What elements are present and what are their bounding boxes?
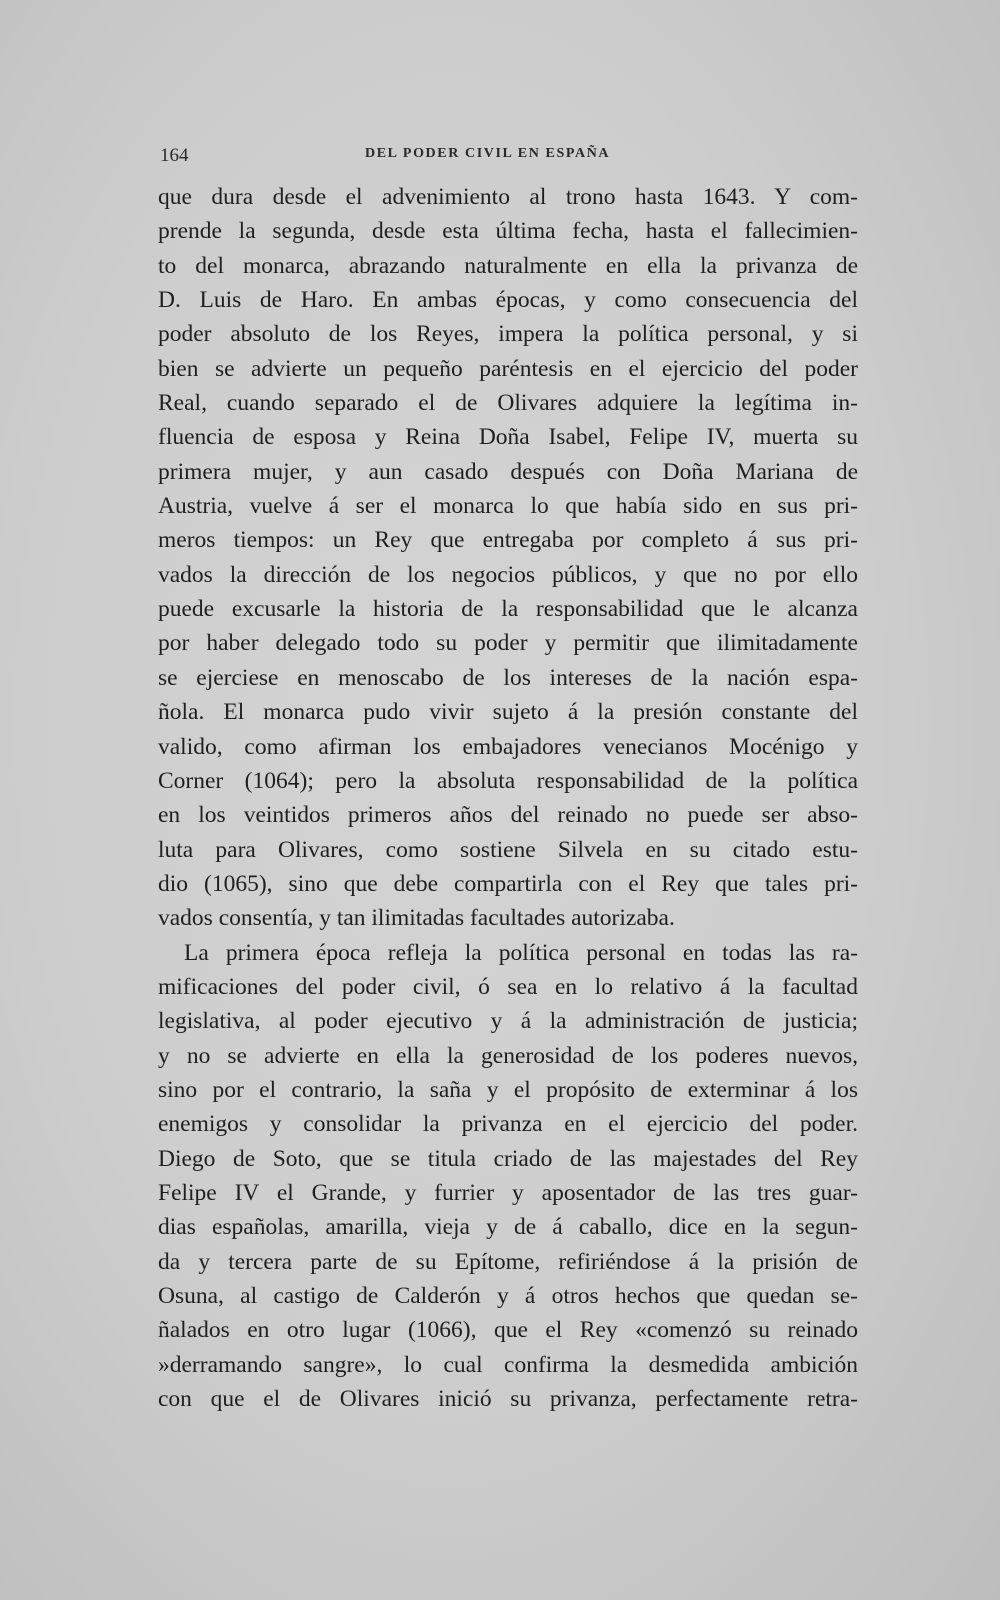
text-line: y no se advierte en ella la generosidad de los poderes nuevos, xyxy=(158,1042,858,1069)
text-line: luta para Olivares, como sostiene Silvela en su citado estu- xyxy=(158,836,858,863)
text-line: Austria, vuelve á ser el monarca lo que había sido en sus pri- xyxy=(158,493,858,520)
text-line: por haber delegado todo su poder y permitir que ilimitadamente xyxy=(158,630,858,657)
text-line: vados la dirección de los negocios públicos, y que no por ello xyxy=(158,561,858,588)
text-line: prende la segunda, desde esta última fecha, hasta el fallecimien- xyxy=(158,218,858,245)
page-number: 164 xyxy=(160,145,189,166)
text-line: en los veintidos primeros años del reinado no puede ser abso- xyxy=(158,802,858,829)
text-line: Corner (1064); pero la absoluta responsabilidad de la política xyxy=(158,767,858,794)
text-line: ñalados en otro lugar (1066), que el Rey «comenzó su reinado xyxy=(158,1317,858,1344)
text-line: con que el de Olivares inició su privanza, perfectamente retra- xyxy=(158,1386,858,1413)
text-line: da y tercera parte de su Epítome, refiriéndose á la prisión de xyxy=(158,1248,858,1275)
text-line: meros tiempos: un Rey que entregaba por completo á sus pri- xyxy=(158,527,858,554)
page-header xyxy=(160,145,625,169)
text-line: vados consentía, y tan ilimitadas facultades autorizaba. xyxy=(158,905,675,932)
text-line: dio (1065), sino que debe compartirla con el Rey que tales pri- xyxy=(158,870,858,897)
text-line: puede excusarle la historia de la responsabilidad que le alcanza xyxy=(158,596,858,623)
text-line: legislativa, al poder ejecutivo y á la administración de justicia; xyxy=(158,1008,858,1035)
text-line: D. Luis de Haro. En ambas épocas, y como consecuencia del xyxy=(158,287,858,314)
text-line: fluencia de esposa y Reina Doña Isabel, Felipe IV, muerta su xyxy=(158,424,858,451)
text-line: Osuna, al castigo de Calderón y á otros hechos que quedan se- xyxy=(158,1283,858,1309)
text-line: »derramando sangre», lo cual confirma la desmedida ambición xyxy=(158,1351,858,1378)
text-line: ñola. El monarca pudo vivir sujeto á la presión constante del xyxy=(158,699,858,726)
text-line: que dura desde el advenimiento al trono hasta 1643. Y com- xyxy=(158,184,858,210)
text-line: dias españolas, amarilla, vieja y de á caballo, dice en la segun- xyxy=(158,1214,858,1241)
text-line: enemigos y consolidar la privanza en el ejercicio del poder. xyxy=(158,1111,858,1138)
text-line: Felipe IV el Grande, y furrier y aposentador de las tres guar- xyxy=(158,1179,858,1206)
text-line: bien se advierte un pequeño paréntesis en el ejercicio del poder xyxy=(158,355,858,382)
text-line: primera mujer, y aun casado después con Doña Mariana de xyxy=(158,458,858,485)
text-line: poder absoluto de los Reyes, impera la política personal, y si xyxy=(158,321,858,348)
text-line: Real, cuando separado el de Olivares adquiere la legítima in- xyxy=(158,390,858,417)
text-line: Diego de Soto, que se titula criado de las majestades del Rey xyxy=(158,1145,858,1172)
text-line: to del monarca, abrazando naturalmente en ella la privanza de xyxy=(158,252,858,279)
text-line: se ejerciese en menoscabo de los intereses de la nación espa- xyxy=(158,664,858,691)
text-line: sino por el contrario, la saña y el propósito de exterminar á los xyxy=(158,1076,858,1103)
text-line: valido, como afirman los embajadores venecianos Mocénigo y xyxy=(158,733,858,760)
text-line: mificaciones del poder civil, ó sea en lo relativo á la facultad xyxy=(158,973,858,1000)
running-title: DEL PODER CIVIL EN ESPAÑA xyxy=(365,146,611,161)
text-line: La primera época refleja la política personal en todas las ra- xyxy=(184,939,858,966)
body-text xyxy=(158,180,858,1416)
